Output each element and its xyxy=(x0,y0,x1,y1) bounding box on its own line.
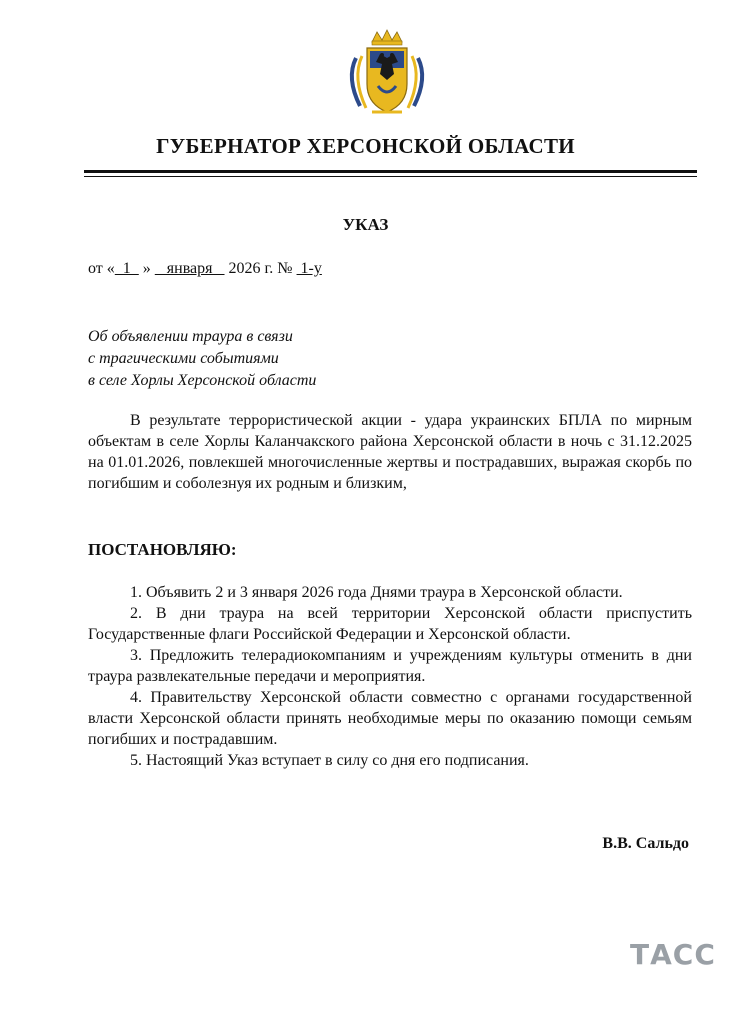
decree-items xyxy=(88,582,692,771)
preamble-paragraph: В результате террористической акции - удара украинских БПЛА по мирным объектам в селе Хорлы Каланчакского района Херсонской области в ночь с 31.12.2025 на 01.01.2026, повлекшей многочисленные жертвы и пострадавших, выражая скорбь по погибшим и соболезнуя их родным и близким, xyxy=(88,412,692,492)
date-month: января xyxy=(154,260,225,277)
decree-item: 5. Настоящий Указ вступает в силу со дня его подписания. xyxy=(130,752,529,769)
subject-line: с трагическими событиями xyxy=(88,350,279,367)
decree-item: 3. Предложить телерадиокомпаниям и учреждениям культуры отменить в дни траура развлекательные передачи и мероприятия. xyxy=(88,647,692,685)
decree-item: 4. Правительству Херсонской области совместно с органами государственной власти Херсонской области принять необходимые меры по оказанию помощи семьям погибших и пострадавшим. xyxy=(88,689,692,748)
subject-block xyxy=(88,326,316,392)
date-separator: » xyxy=(138,260,155,277)
subject-line: Об объявлении траура в связи xyxy=(88,328,293,345)
header-rule-thick xyxy=(84,170,697,173)
date-prefix: от « xyxy=(88,260,115,277)
document-type: УКАЗ xyxy=(342,215,389,234)
header-rule-thin xyxy=(84,176,697,177)
decree-item: 1. Объявить 2 и 3 января 2026 года Днями траура в Херсонской области. xyxy=(130,584,623,601)
tass-watermark: ТАСС xyxy=(630,938,716,971)
coat-of-arms-icon xyxy=(342,28,432,118)
date-line xyxy=(88,260,322,278)
date-year: 2026 г. № xyxy=(224,260,297,277)
decree-heading: ПОСТАНОВЛЯЮ: xyxy=(88,540,237,559)
document-number: 1-у xyxy=(296,260,322,277)
signature: В.В. Сальдо xyxy=(602,835,689,852)
date-day: 1 xyxy=(114,260,139,277)
decree-item: 2. В дни траура на всей территории Херсонской области приспустить Государственные флаги Российской Федерации и Херсонской области. xyxy=(88,605,692,643)
document-title: ГУБЕРНАТОР ХЕРСОНСКОЙ ОБЛАСТИ xyxy=(156,134,575,158)
subject-line: в селе Хорлы Херсонской области xyxy=(88,372,317,389)
